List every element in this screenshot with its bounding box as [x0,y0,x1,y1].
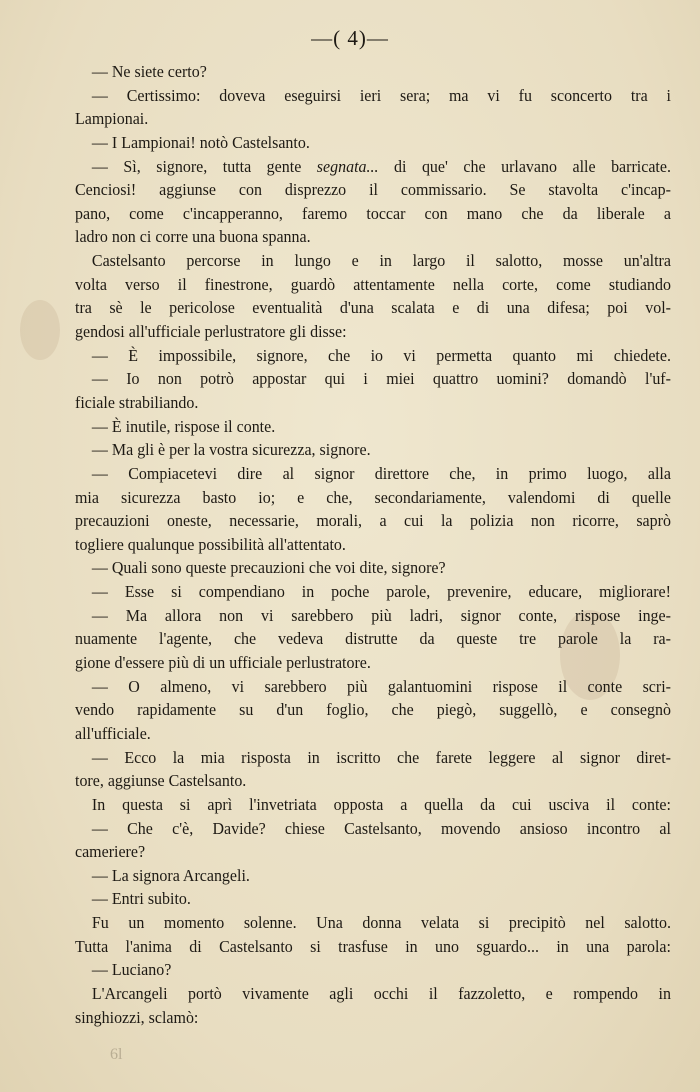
text-line: In questa si aprì l'invetriata opposta a quella da cui usciva il conte: [91,794,671,814]
text-line: cameriere? [75,842,146,862]
body-text [75,60,671,1029]
text-line: Castelsanto percorse in lungo e in largo il salotto, mosse un'altra [91,251,671,271]
text-line: — Ma gli è per la vostra sicurezza, signore. [91,440,371,460]
text-line: Lampionai. [75,109,149,129]
page-number: —( 4)— [311,26,389,50]
footer-mark: 6l [110,1046,123,1063]
text-line: all'ufficiale. [75,723,151,743]
text-line: vendo rapidamente su d'un foglio, che piegò, suggellò, e consegnò [75,700,671,720]
text-line: ficiale strabiliando. [75,392,199,412]
text-line: gendosi all'ufficiale perlustratore gli disse: [75,322,347,342]
text-line: volta verso il finestrone, guardò attentamente nella corte, come studiando [75,274,671,294]
text-line: pano, come c'incapperanno, faremo toccar con mano che da liberale a [75,203,671,223]
text-line: precauzioni oneste, necessarie, morali, a cui la polizia non ricorre, saprò [75,511,671,531]
text-line: ladro non ci corre una buona spanna. [75,227,311,247]
text-line: — Io non potrò appostar qui i miei quattro uomini? domandò l'uf- [91,369,671,389]
text-line: L'Arcangeli portò vivamente agli occhi il fazzoletto, e rompendo in [91,983,671,1003]
text-line: — La signora Arcangeli. [91,865,250,885]
paper-stain [20,300,60,360]
text-line: — Ecco la mia risposta in iscritto che farete leggere al signor diret- [91,747,671,767]
text-line: mia sicurezza basto io; e che, secondariamente, valendomi di quelle [75,487,671,507]
text-line: tra sè le pericolose eventualità d'una scalata e di una difesa; poi vol- [75,298,671,318]
text-line: gione d'essere più di un ufficiale perlustratore. [75,653,371,673]
text-line: Tutta l'anima di Castelsanto si trasfuse in uno sguardo... in una parola: [75,936,671,956]
text-line: — È inutile, rispose il conte. [91,416,276,436]
text-line: Cenciosi! aggiunse con disprezzo il commissario. Se stavolta c'incap- [75,180,671,200]
text-line: tore, aggiunse Castelsanto. [75,771,247,791]
text-line: nuamente l'agente, che vedeva distrutte da queste tre parole la ra- [75,629,671,649]
text-line: — È impossibile, signore, che io vi permetta quanto mi chiedete. [91,345,671,365]
text-line: — Certissimo: doveva eseguirsi ieri sera; ma vi fu sconcerto tra i [91,85,671,105]
text-line: — Ne siete certo? [91,62,207,81]
text-line: — Sì, signore, tutta gente segnata... di que' che urlavano alle barricate. [91,156,671,176]
text-line: — Entri subito. [91,889,191,909]
text-line: togliere qualunque possibilità all'attentato. [75,534,346,554]
text-line: — Quali sono queste precauzioni che voi dite, signore? [91,558,446,578]
text-line: — Compiacetevi dire al signor direttore che, in primo luogo, alla [91,463,671,483]
text-line: Fu un momento solenne. Una donna velata si precipitò nel salotto. [91,913,671,933]
text-line: — O almeno, vi sarebbero più galantuomini rispose il conte scri- [91,676,671,696]
text-line: singhiozzi, sclamò: [75,1007,199,1027]
text-line: — I Lampionai! notò Castelsanto. [91,132,310,152]
text-line: — Che c'è, Davide? chiese Castelsanto, movendo ansioso incontro al [91,818,671,838]
text-line: — Esse si compendiano in poche parole, prevenire, educare, migliorare! [91,582,671,602]
text-line: — Luciano? [91,960,172,980]
text-line: — Ma allora non vi sarebbero più ladri, signor conte, rispose inge- [91,605,671,625]
